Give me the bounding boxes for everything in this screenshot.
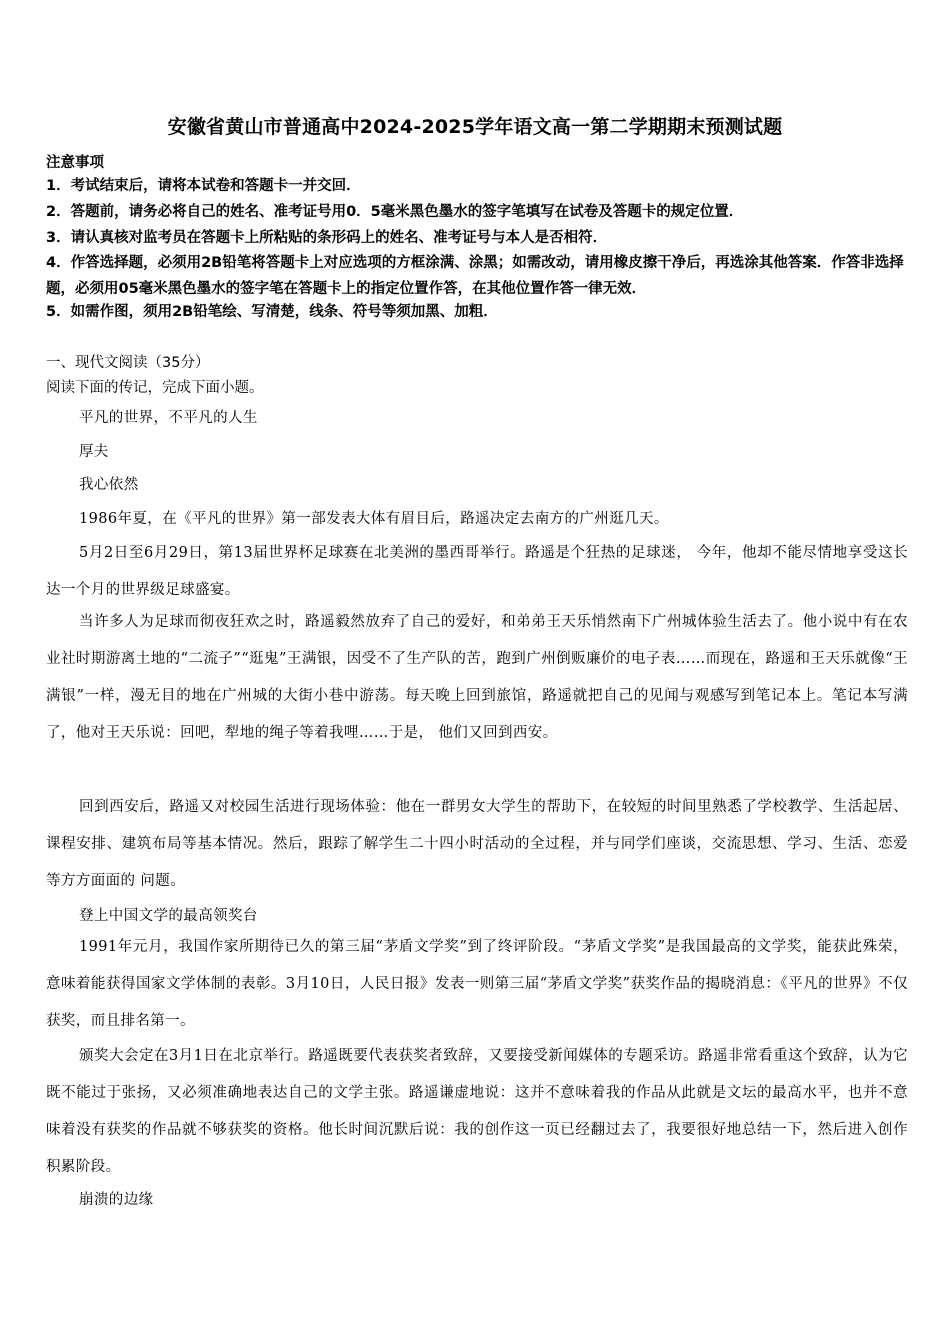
passage-subtitle-1: 我心依然 [79, 477, 139, 493]
notice-item-3: 3．请认真核对监考员在答题卡上所粘贴的条形码上的姓名、准考证号与本人是否相符． [46, 230, 608, 246]
passage-paragraph-1: 1986年夏，在《平凡的世界》第一部发表大体有眉目后，路遥决定去南方的广州逛几天。 [79, 511, 669, 527]
notice-heading: 注意事项 [46, 155, 104, 171]
section-intro: 阅读下面的传记，完成下面小题。 [46, 380, 264, 396]
passage-subtitle-2: 登上中国文学的最高领奖台 [79, 908, 258, 924]
passage-paragraph-6: 颁奖大会定在3月1日在北京举行。路遥既要代表获奖者致辞，又要接受新闻媒体的专题采访。路遥非常看重这个致辞，认为它既不能过于张扬，又必须准确地表达自己的文学主张。路遥谦虚地说：这并不意味着我的作品从此就是文坛的最高水平，也并不意味着没有获奖的作品就不够获奖的资格。他长时间沉默后说：我的创作这一页已经翻过去了，我要很好地总结一下，然后进入创作积累阶段。 [46, 1048, 908, 1175]
passage-subtitle-3: 崩溃的边缘 [79, 1192, 154, 1208]
passage-paragraph-5: 1991年元月，我国作家所期待已久的第三届“茅盾文学奖”到了终评阶段。“茅盾文学奖”是我国最高的文学奖，能获此殊荣，意味着能获得国家文学体制的表彰。3月10日，人民日报》发表一则第三届“茅盾文学奖”获奖作品的揭晓消息：《平凡的世界》不仅获奖，而且排名第一。 [46, 939, 908, 1029]
passage-paragraph-2: 5月2日至6月29日，第13届世界杯足球赛在北美洲的墨西哥举行。路遥是个狂热的足球迷， 今年，他却不能尽情地享受这长达一个月的世界级足球盛宴。 [46, 545, 908, 598]
passage-paragraph-4: 回到西安后，路遥又对校园生活进行现场体验：他在一群男女大学生的帮助下，在较短的时间里熟悉了学校教学、生活起居、课程安排、建筑布局等基本情况。然后，跟踪了解学生二十四小时活动的全过程，并与同学们座谈，交流思想、学习、生活、恋爱等方方面面的 问题。 [46, 799, 908, 889]
notice-item-4: 4．作答选择题，必须用2B铅笔将答题卡上对应选项的方框涂满、涂黑；如需改动，请用橡皮擦干净后，再选涂其他答案．作答非选择题，必须用05毫米黑色墨水的签字笔在答题卡上的指定位置作答，在其他位置作答一律无效． [46, 255, 904, 297]
notice-item-2: 2．答题前，请务必将自己的姓名、准考证号用0．5毫米黑色墨水的签字笔填写在试卷及答题卡的规定位置． [46, 204, 744, 220]
section-heading: 一、现代文阅读（35分） [46, 355, 210, 371]
notice-item-5: 5．如需作图，须用2B铅笔绘、写清楚，线条、符号等须加黑、加粗． [46, 304, 498, 320]
passage-author: 厚夫 [79, 444, 109, 460]
notice-item-1: 1．考试结束后，请将本试卷和答题卡一并交回． [46, 178, 361, 194]
passage-paragraph-3: 当许多人为足球而彻夜狂欢之时，路遥毅然放弃了自己的爱好，和弟弟王天乐悄然南下广州城体验生活去了。他小说中有在农业社时期游离土地的“二流子”“逛鬼”王满银，因受不了生产队的苦，跑到广州倒贩廉价的电子表……而现在，路遥和王天乐就像“王满银”一样，漫无目的地在广州城的大街小巷中游荡。每天晚上回到旅馆，路遥就把自己的见闻与观感写到笔记本上。笔记本写满了，他对王天乐说：回吧，犁地的绳子等着我哩……于是， 他们又回到西安。 [46, 614, 908, 741]
page-title: 安徽省黄山市普通高中2024-2025学年语文高一第二学期期末预测试题 [167, 116, 783, 138]
passage-title: 平凡的世界，不平凡的人生 [79, 410, 258, 426]
